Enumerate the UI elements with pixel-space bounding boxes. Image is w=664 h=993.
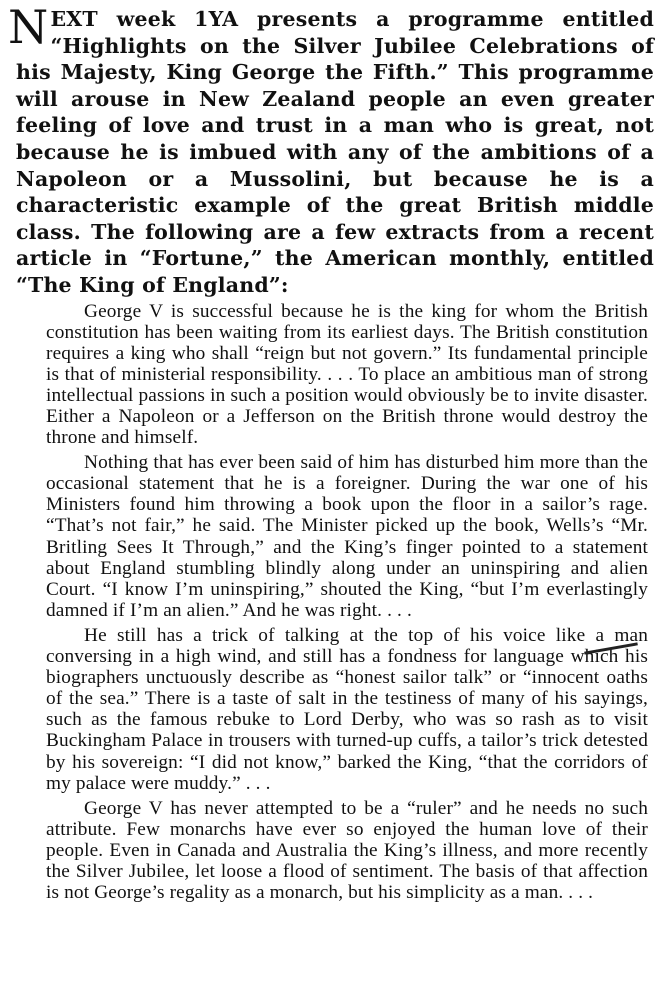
quote-paragraph-4: George V has never attempted to be a “ruler” and he needs no such attribute. Few monarchs have ever so enjoyed the human love of their people. Even in Canada and Australia the King’s illness, and more recently the Silver Jubilee, let loose a flood of sentiment. The basis of that affection is not George’s regality as a monarch, but his simplicity as a man. . . .	[46, 797, 648, 904]
quote-paragraph-2: Nothing that has ever been said of him has disturbed him more than the occasional statement that he is a foreigner. During the war one of his Ministers found him throwing a book upon the floor in a sailor’s rage. “That’s not fair,” he said. The Minister picked up the book, Wells’s “Mr. Britling Sees It Through,” and the King’s finger pointed to a statement about England stumbling blindly along under an uninspiring and alien Court. “I know I’m uninspiring,” shouted the King, “but I’m everlastingly damned if I’m an alien.” And he was right. . . .	[46, 452, 648, 621]
lead-text: EXT week 1YA presents a programme entitled “Highlights on the Silver Jubilee Celebrations of his Majesty, King George the Fifth.” This programme will arouse in New Zealand people an even greater feeling of love and trust in a man who is great, not because he is imbued with any of the ambitions of a Napoleon or a Mussolini, but because he is a characteristic example of the great British middle class. The following are a few extracts from a recent article in “Fortune,” the American monthly, entitled “The King of England”:	[16, 7, 654, 297]
quoted-extract	[8, 301, 654, 904]
quote-paragraph-1: George V is successful because he is the king for whom the British constitution has been waiting from its earliest days. The British constitution requires a king who shall “reign but not govern.” Its fundamental principle is that of ministerial responsibility. . . . To place an ambitious man of strong intellectual passions in such a position would obviously be to invite disaster. Either a Napoleon or a Jefferson on the British throne would destroy the throne and himself.	[46, 300, 648, 449]
quote-paragraph-3: He still has a trick of talking at the top of his voice like a man conversing in a high wind, and still has a fondness for language which his biographers unctuously describe as “honest sailor talk” or “innocent oaths of the sea.” There is a taste of salt in the testiness of many of his sayings, such as the famous rebuke to Lord Derby, who was so rash as to visit Buckingham Palace in trousers with turned-up cuffs, a tailor’s trick detested by his sovereign: “I did not know,” barked the King, “that the corridors of my palace were muddy.” . . .	[46, 624, 648, 794]
drop-cap: N	[8, 0, 49, 54]
lead-paragraph	[8, 0, 654, 299]
